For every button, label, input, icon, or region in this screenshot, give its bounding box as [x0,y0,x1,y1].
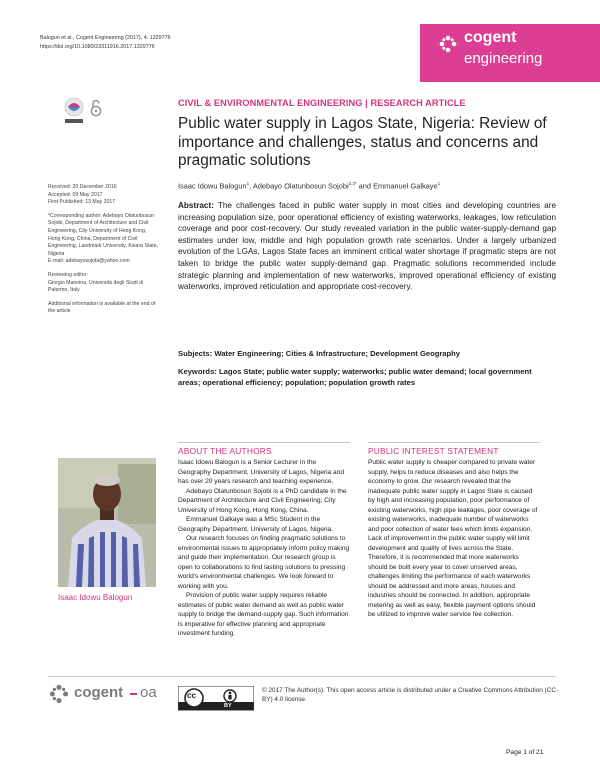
subjects [178,349,556,358]
citation-line: Balogun et al., Cogent Engineering (2017), 4: 1329776 [40,35,171,41]
about-paragraph: Provision of public water supply requires reliable estimates of public water demand as well as public water supply to bridge the demand-supply gap. Such information is imperative for effective planning and appropriate investment funding. [178,592,349,637]
accepted-date: Accepted: 09 May 2017 [48,191,103,198]
received-date: Received: 20 December 2016 [48,184,117,190]
logo-dash [130,693,137,695]
affiliation-mark: 1 [437,181,441,186]
author-name[interactable]: Emmanuel Galkaye [373,181,438,191]
abstract-label: Abstract: [178,201,214,210]
published-date: First Published: 13 May 2017 [48,199,116,206]
journal-brand[interactable] [420,24,600,82]
author-name[interactable]: Isaac Idowu Balogun [178,181,247,191]
about-paragraph: Our research focuses on finding pragmatic solutions to environmental issues to appropriately inform policy making and guide their implementation. Our research group is open to collaborations to find lasting solutions to pressing world's environmental challenges. We look forward to working with you. [178,535,350,590]
author-portrait-image [58,458,156,587]
author-conjunction: and [358,181,372,191]
abstract-text: The challenges faced in public water supply in most cities and developing countries are increasing population size, poor operational efficiency of existing waterworks, leakages, low reticulation coverage and poor cost-recovery. Our study revealed variation in the public water-supply-demand gap estimates under low, middle and high population growth rate scenarios. Under a largely urbanized evolution of the LGAs, Lagos State faces an imminent critical water shortage if pragmatic steps are not taken to bridge the public water supply-demand gap. Pragmatic solutions recommended include strategic planning and implementation of new waterworks, improved operational efficiency of existing waterworks, improved reticulation and appropriate cost-recovery. [178,201,556,292]
article-title: Public water supply in Lagos State, Nigeria: Review of importance and challenges, status and concerns and pragmatic solutions [178,115,547,169]
additional-info: Additional information is available at the end of the article [48,300,156,315]
cogent-logo-icon [438,34,458,54]
about-authors-text [178,458,350,639]
section-divider [178,442,350,443]
about-authors-heading: ABOUT THE AUTHORS [178,446,272,456]
crossmark-icon[interactable] [63,97,85,127]
about-paragraph: Adebayo Olatunbosun Sojobi is a PhD candidate in the Department of Architecture and Civil Engineering, City University of Hong Kong, Hong Kong, China. [178,487,347,514]
author-photo-caption: Isaac Idowu Balogun [58,593,133,602]
author-list: Isaac Idowu Balogun$^1$, Adebayo Olatunbosun Sojobi$^{2,3*}$ and Emmanuel Galkaye$^1$ [178,181,441,191]
doi-link[interactable]: https://doi.org/10.1080/23311916.2017.1329776 [40,44,155,50]
abstract [178,200,556,293]
brand-name: cogent [464,29,517,46]
footer-logo-suffix: oa [140,684,157,701]
article-metadata [48,184,160,316]
corresponding-author: *Corresponding author: Adebayo Olatunbosun Sojobi, Department of Architecture and Civil Engineering, City University of Hong Kong, Hong Kong, China; Department of Civil Engineering, Landmark University, Kwara State, Nigeria [48,212,159,257]
subjects-label: Subjects: [178,349,213,358]
author-photo [58,458,156,587]
cogent-logo-icon [48,683,70,705]
footer-divider [48,676,556,677]
public-interest-text: Public water supply is cheaper compared to private water supply, helps to reduce diseases and also helps the economy to grow. Our research revealed that the inadequate public water supply in Lagos State is caused by high and increasing population, poor performance of existing waterworks, high pipe leakages, poor coverage of existing waterworks, inadequate number of waterworks and poor collection of water fees which limits expansion. Lack of improvement in the public water supply will limit development and quality of lives across the State. Therefore, it is recommended that more waterworks should be built every year to cover unserved areas, challenges limiting the performance of each waterworks should be addressed and more areas, houses and industries should be connected. In addition, appropriate metering as well as easy, flexible payment options should be utilized to improve water service fee collection. [368,459,538,618]
license-statement: © 2017 The Author(s). This open access article is distributed under a Creative Commons Attribution (CC-BY) 4.0 license. [262,687,559,703]
footer-logo-name: cogent [74,684,124,701]
header-citation [40,34,300,52]
cogent-oa-logo[interactable] [48,683,188,707]
by-label: BY [224,702,232,709]
open-access-icon [90,99,102,117]
affiliation-mark: 2,3* [348,181,357,186]
reviewing-editor-label: Reviewing editor: [48,271,88,278]
about-paragraph: Emmanuel Galkaye was a MSc Student in the Geography Department, University of Lagos, Nigeria. [178,516,334,533]
subjects-text: Water Engineering; Cities & Infrastructure; Development Geography [214,349,461,358]
page-number: Page 1 of 21 [506,749,544,756]
public-interest-heading: PUBLIC INTEREST STATEMENT [368,446,499,456]
keywords-label: Keywords: [178,367,217,376]
article-category: CIVIL & ENVIRONMENTAL ENGINEERING | RESEARCH ARTICLE [178,98,466,108]
reviewing-editor-name: Giorgio Mannina, Università degli Studi di Palermo, Italy [48,279,144,294]
section-divider [368,442,540,443]
brand-subtitle: engineering [464,50,543,67]
about-paragraph: Isaac Idowu Balogun is a Senior Lecturer in the Geography Department, University of Lagos, Nigeria and has over 20 years research and teaching experience. [178,459,345,485]
author-email[interactable]: E-mail: adebayosojobi@yahoo.com [48,258,130,265]
affiliation-mark: 1 [246,181,250,186]
author-name[interactable]: Adebayo Olatunbosun Sojobi [252,181,349,191]
license-badges[interactable] [178,686,254,716]
keywords [178,367,556,388]
keywords-text: Lagos State; public water supply; waterworks; public water demand; local government areas; operational efficiency; population; population growth rates [178,367,532,387]
cc-label: cc [187,691,196,700]
